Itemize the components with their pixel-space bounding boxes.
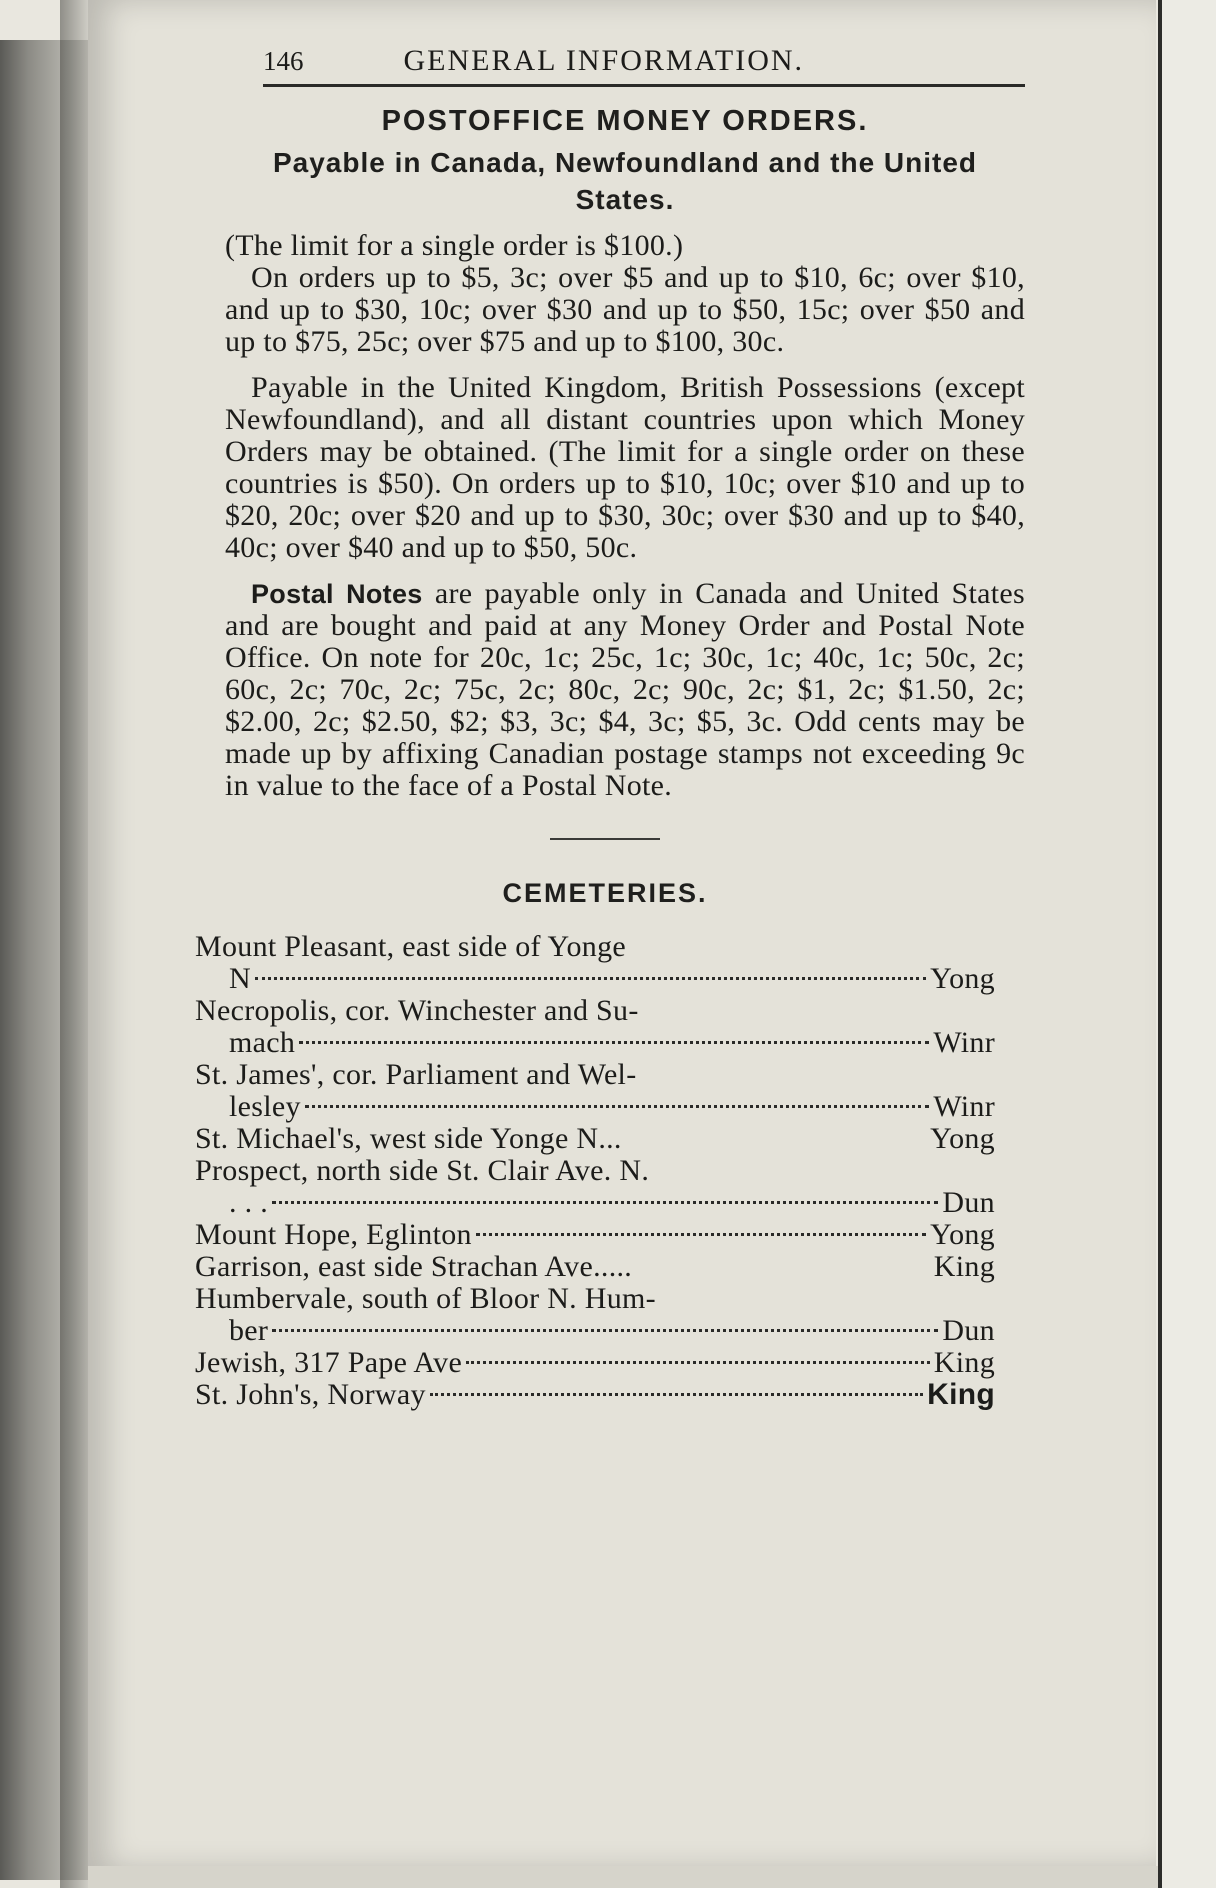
section-divider	[550, 838, 660, 840]
dot-leader	[466, 1361, 930, 1364]
cemetery-entry-line2: N	[229, 962, 251, 995]
dot-leader	[305, 1105, 930, 1108]
cemetery-entry-garrison	[195, 1251, 995, 1283]
money-orders-subheading: Payable in Canada, Newfoundland and the United States.	[272, 147, 978, 215]
cemetery-entry-line2: St. Michael's, west side Yonge N...	[195, 1122, 622, 1155]
cemetery-entry-line1: Necropolis, cor. Winchester and Su-	[195, 994, 639, 1027]
domestic-rates-text: On orders up to $5, 3c; over $5 and up to $10, 6c; over $10, and up to $30, 10c; over $30 and up to $50, 15c; over $50 and up to $75, 25c; over $75 and up to $100, 30c.	[225, 261, 1025, 358]
foreign-rates-text: Payable in the United Kingdom, British Possessions (except Newfoundland), and all distant countries upon which Money Orders may be obtained. (The limit for a single order on these countries is $50). On orders up to $10, 10c; over $10 and up to $20, 20c; over $20 and up to $30, 30c; over $30 and up to $40, 40c; over $40 and up to $50, 50c.	[225, 371, 1025, 564]
postal-notes-paragraph	[225, 578, 1025, 802]
cemetery-entry-line1: St. James', cor. Parliament and Wel-	[195, 1058, 637, 1091]
cemetery-entry-line1: Prospect, north side St. Clair Ave. N.	[195, 1154, 650, 1187]
cemetery-entry-line1: Humbervale, south of Bloor N. Hum-	[195, 1282, 656, 1315]
cemetery-entry-line2: Jewish, 317 Pape Ave	[195, 1346, 463, 1379]
limit-note: (The limit for a single order is $100.)	[225, 229, 684, 262]
cemeteries-heading: CEMETERIES.	[502, 878, 708, 908]
dot-leader	[272, 1201, 938, 1204]
page-content	[195, 44, 1025, 1411]
dot-leader	[255, 977, 926, 980]
postal-notes-lead: Postal Notes	[251, 579, 423, 609]
cemetery-district: King	[927, 1378, 995, 1411]
cemetery-entry-line2: St. John's, Norway	[195, 1378, 426, 1411]
cemetery-district: Winr	[933, 1090, 995, 1123]
domestic-rates-paragraph	[225, 262, 1025, 358]
cemetery-entry-line2: mach	[229, 1026, 296, 1059]
dot-leader	[299, 1041, 929, 1044]
foreign-rates-paragraph	[225, 372, 1025, 564]
postal-notes-text: are payable only in Canada and United States and are bought and paid at any Money Order and Postal Note Office. On note for 20c, 1c; 25c, 1c; 30c, 1c; 40c, 1c; 50c, 2c; 60c, 2c; 70c, 2c; 75c, 2c; 80c, 2c; 90c, 2c; $1, 2c; $1.50, 2c; $2.00, 2c; $2.50, $2; $3, 3c; $4, 3c; $5, 3c. Odd cents may be made up by affixing Canadian postage stamps not exceeding 9c in value to the face of a Postal Note.	[225, 577, 1025, 802]
cemetery-entry-line2: Garrison, east side Strachan Ave.....	[195, 1250, 633, 1283]
cemetery-entry-line2: ber	[229, 1314, 269, 1347]
dot-leader	[476, 1233, 926, 1236]
page-bottom-edge	[88, 1866, 1158, 1888]
cemetery-entry-st-johns	[195, 1379, 995, 1411]
cemetery-entry-line2: lesley	[229, 1090, 301, 1123]
facing-page-edge	[1158, 0, 1216, 1888]
cemetery-entry-mount-pleasant	[195, 931, 995, 995]
running-head	[263, 44, 1025, 87]
dot-leader	[430, 1393, 923, 1396]
cemetery-district: Yong	[930, 1122, 995, 1155]
cemetery-entry-line1: Mount Pleasant, east side of Yonge	[195, 930, 627, 963]
cemetery-district: Winr	[933, 1026, 995, 1059]
cemetery-entry-line2: Mount Hope, Eglinton	[195, 1218, 472, 1251]
cemetery-district: Yong	[930, 962, 995, 995]
page-number: 146	[263, 46, 304, 76]
running-title: GENERAL INFORMATION.	[403, 44, 805, 77]
cemetery-entry-necropolis	[195, 995, 995, 1059]
cemetery-entry-jewish	[195, 1347, 995, 1379]
dot-leader	[272, 1329, 938, 1332]
cemetery-entry-humbervale	[195, 1283, 995, 1347]
cemetery-entry-line2: . . .	[229, 1186, 268, 1219]
cemetery-entry-st-james	[195, 1059, 995, 1123]
cemetery-district: Yong	[930, 1218, 995, 1251]
cemetery-district: King	[933, 1250, 995, 1283]
cemetery-entry-prospect	[195, 1155, 995, 1219]
cemetery-district: Dun	[942, 1314, 995, 1347]
cemetery-entry-mount-hope	[195, 1219, 995, 1251]
money-orders-heading: POSTOFFICE MONEY ORDERS.	[381, 105, 869, 137]
cemetery-district: King	[933, 1346, 995, 1379]
cemetery-district: Dun	[942, 1186, 995, 1219]
cemeteries-list	[195, 931, 995, 1411]
cemetery-entry-st-michaels	[195, 1123, 995, 1155]
